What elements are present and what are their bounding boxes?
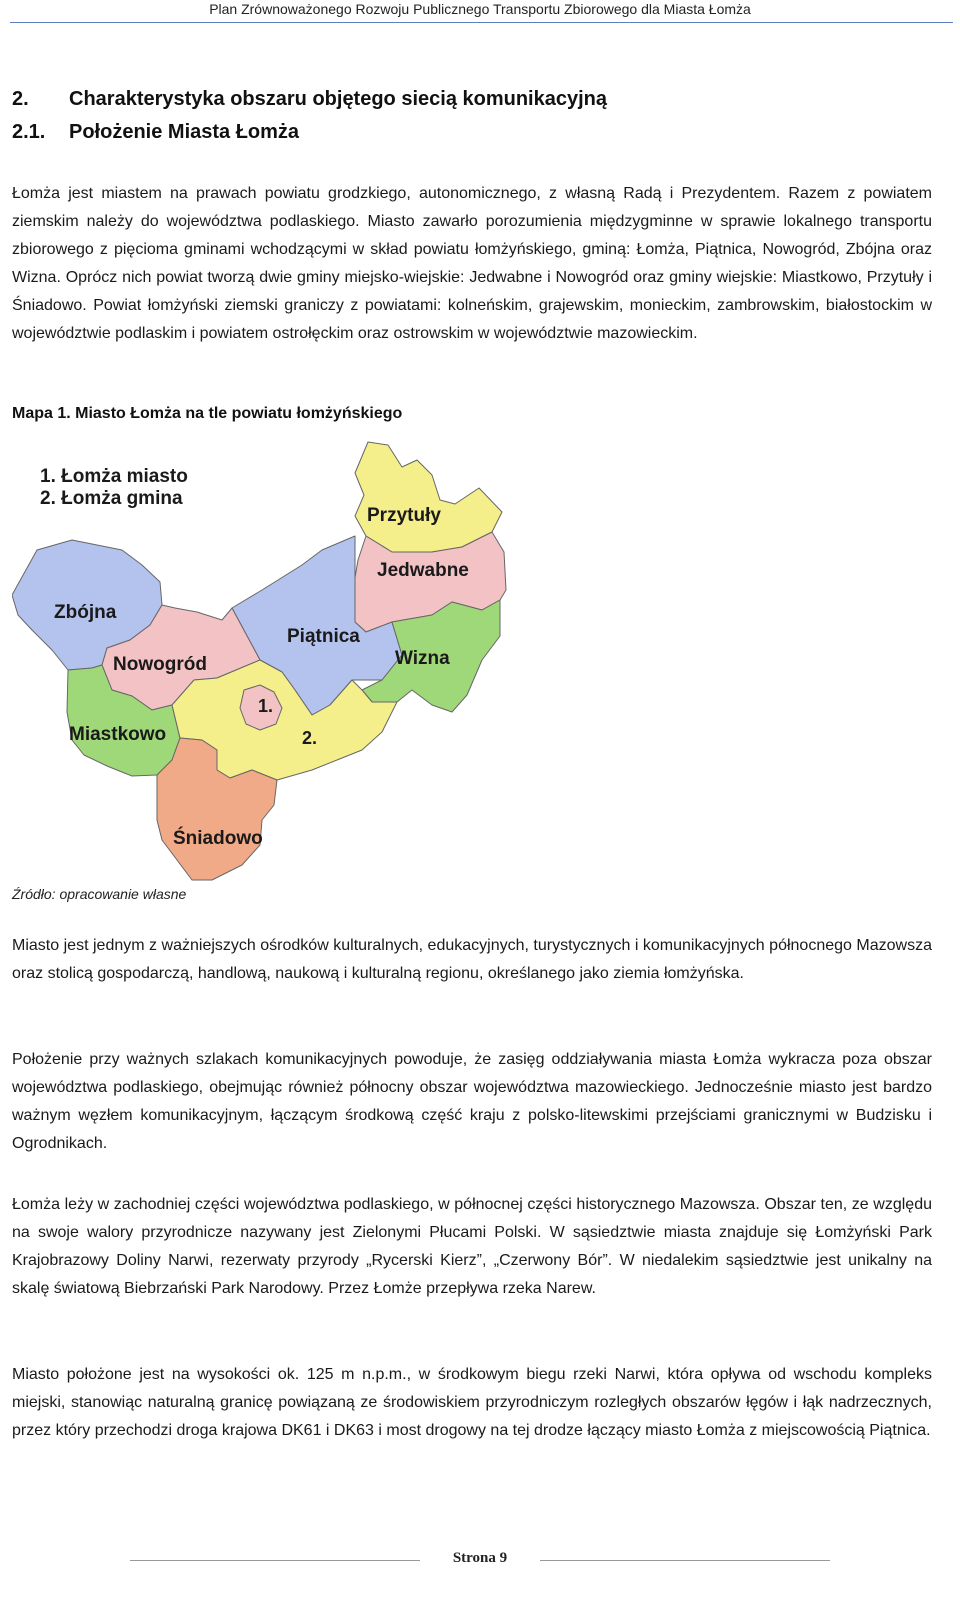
map-caption: Mapa 1. Miasto Łomża na tle powiatu łomżyńskiego — [12, 405, 403, 422]
label-lomza-gmina: 2. — [302, 728, 318, 748]
map-source-note: Źródło: opracowanie własne — [12, 886, 187, 902]
section-number: 2. — [12, 88, 29, 110]
subsection-number: 2.1. — [12, 121, 46, 143]
label-jedwabne: Jedwabne — [377, 560, 469, 581]
subsection-title: Położenie Miasta Łomża — [69, 121, 300, 143]
map-legend-2: 2. Łomża gmina — [40, 488, 183, 509]
header-rule — [10, 22, 953, 23]
label-nowogrod: Nowogród — [113, 654, 207, 675]
paragraph-2: Miasto jest jednym z ważniejszych ośrodków kulturalnych, edukacyjnych, turystycznych i komunikacyjnych północnego Mazowsza oraz stolicą gospodarczą, handlową, naukową i kulturalną regionu, określanego jako ziemia łomżyńska. — [12, 937, 932, 982]
label-lomza-miasto: 1. — [258, 696, 274, 716]
paragraph-3: Położenie przy ważnych szlakach komunikacyjnych powoduje, że zasięg oddziaływania miasta Łomża wykracza poza obszar województwa podlaskiego, obejmując również północny obszar województwa mazowieckiego. Jednocześnie miasto jest bardzo ważnym węzłem komunikacyjnym, łączącym środkową część kraju z polsko-litewskimi przejściami granicznymi w Budzisku i Ogrodnikach. — [12, 1051, 932, 1152]
label-wizna: Wizna — [395, 648, 450, 669]
label-sniadowo: Śniadowo — [173, 828, 263, 849]
section-title: Charakterystyka obszaru objętego siecią komunikacyjną — [69, 88, 607, 110]
subsection-heading — [12, 121, 299, 144]
region-przytuly — [355, 442, 502, 552]
section-heading — [12, 88, 607, 111]
paragraph-4: Łomża leży w zachodniej części województwa podlaskiego, w północnej części historycznego Mazowsza. Obszar ten, ze względu na swoje walory przyrodnicze nazywany jest Zielonymi Płucami Polski. W sąsiedztwie miasta znajduje się Łomżyński Park Krajobrazowy Doliny Narwi, rezerwaty przyrody „Rycerski Kierz”, „Czerwony Bór”. W niedalekim sąsiedztwie jest unikalny na skalę światową Biebrzański Park Narodowy. Przez Łomże przepływa rzeka Narew. — [12, 1196, 932, 1297]
label-piatnica: Piątnica — [287, 626, 360, 647]
map-figure — [12, 440, 512, 885]
paragraph-5: Miasto położone jest na wysokości ok. 125 m n.p.m., w środkowym biegu rzeki Narwi, która opływa od wschodu kompleks miejski, stanowiąc naturalną granicę powiązaną ze środowiskiem przyrodniczym rozległych obszarów łęgów i łąk nadrzecznych, przez który przechodzi droga krajowa DK61 i DK63 i most drogowy na tej drodze łączący miasto Łomża z miejscowością Piątnica. — [12, 1366, 932, 1439]
label-miastkowo: Miastkowo — [69, 724, 167, 745]
running-header: Plan Zrównoważonego Rozwoju Publicznego Transportu Zbiorowego dla Miasta Łomża — [209, 1, 751, 17]
map-legend-1: 1. Łomża miasto — [40, 466, 188, 487]
label-zbojna: Zbójna — [54, 602, 117, 623]
paragraph-1: Łomża jest miastem na prawach powiatu grodzkiego, autonomicznego, z własną Radą i Prezydentem. Razem z powiatem ziemskim należy do województwa podlaskiego. Miasto zawarło porozumienia międzygminne w sprawie lokalnego transportu zbiorowego z pięcioma gminami wchodzącymi w skład powiatu łomżyńskiego, gminą: Łomża, Piątnica, Nowogród, Zbójna oraz Wizna. Oprócz nich powiat tworzą dwie gminy miejsko-wiejskie: Jedwabne i Nowogród oraz gminy wiejskie: Miastkowo, Przytuły i Śniadowo. Powiat łomżyński ziemski graniczy z powiatami: kolneńskim, grajewskim, monieckim, zambrowskim, białostockim w województwie podlaskim i powiatem ostrołęckim oraz ostrowskim w województwie mazowieckim. — [12, 185, 932, 342]
label-przytuly: Przytuły — [367, 505, 441, 526]
page-number: Strona 9 — [452, 1550, 508, 1566]
